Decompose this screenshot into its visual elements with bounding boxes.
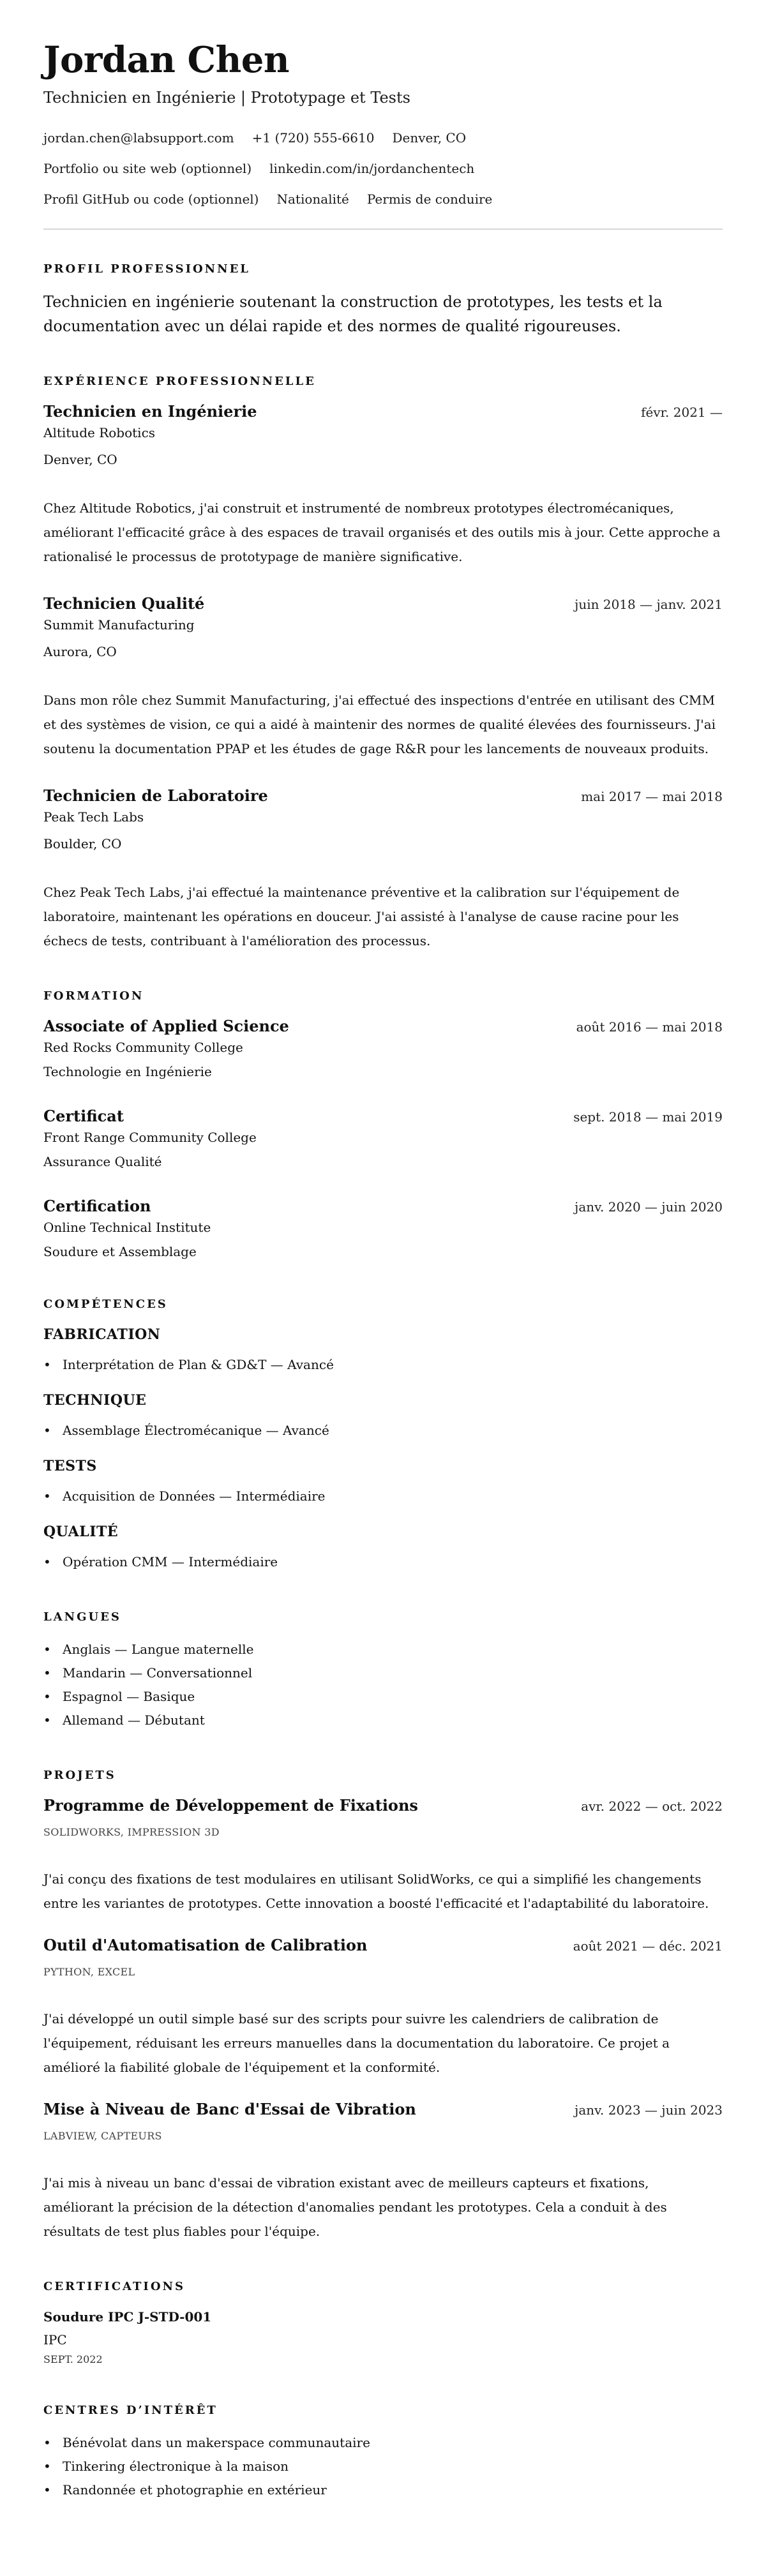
language-item: • Espagnol — Basique — [43, 1685, 723, 1709]
skill-group — [43, 1325, 723, 1377]
certification-entry — [43, 2307, 723, 2367]
section-heading: EXPÉRIENCE PROFESSIONNELLE — [43, 375, 316, 388]
summary-section — [43, 262, 723, 338]
job-dates: févr. 2021 — — [641, 405, 723, 420]
phone-number[interactable]: +1 (720) 555-6610 — [252, 130, 375, 146]
interest-item: • Tinkering électronique à la maison — [43, 2455, 723, 2478]
skill-category: QUALITÉ — [43, 1524, 119, 1540]
nationality: Nationalité — [276, 191, 349, 207]
experience-entry — [43, 786, 723, 953]
education-section — [43, 989, 723, 1261]
summary-text: Technicien en ingénierie soutenant la construction de prototypes, les tests et la documentation avec un délai rapide et des normes de qualité rigoureuses. — [43, 293, 663, 335]
interest-item: • Randonnée et photographie en extérieur — [43, 2478, 723, 2502]
skill-item: • Acquisition de Données — Intermédiaire — [43, 1485, 723, 1508]
job-title: Technicien Qualité — [43, 594, 205, 613]
project-dates: avr. 2022 — oct. 2022 — [581, 1799, 723, 1814]
field-of-study: Technologie en Ingénierie — [43, 1064, 212, 1079]
linkedin-link[interactable]: linkedin.com/in/jordanchentech — [269, 161, 475, 176]
skill-item: • Interprétation de Plan & GD&T — Avancé — [43, 1353, 723, 1377]
project-title: Outil d'Automatisation de Calibration — [43, 1936, 368, 1954]
company-name: Altitude Robotics — [43, 425, 156, 440]
location: Denver, CO — [392, 130, 467, 146]
job-description: Chez Altitude Robotics, j'ai construit et instrumenté de nombreux prototypes électromécaniques, améliorant l'efficacité grâce à des espaces de travail organisés et des outils mis à jour. Cette approche a rationalisé le processus de prototypage de manière significative. — [43, 500, 721, 564]
experience-entry — [43, 594, 723, 761]
degree-title: Associate of Applied Science — [43, 1017, 289, 1035]
job-title: Technicien de Laboratoire — [43, 786, 268, 805]
project-description: J'ai développé un outil simple basé sur des scripts pour suivre les calendriers de calibration de l'équipement, réduisant les erreurs manuelles dans la documentation du laboratoire. Ce projet a amélioré la fiabilité globale de l'équipement et la conformité. — [43, 2011, 670, 2075]
school-name: Front Range Community College — [43, 1130, 257, 1145]
project-title: Programme de Développement de Fixations — [43, 1796, 418, 1815]
company-name: Summit Manufacturing — [43, 617, 195, 633]
skill-category: FABRICATION — [43, 1326, 161, 1343]
school-name: Online Technical Institute — [43, 1220, 211, 1235]
skill-item: • Opération CMM — Intermédiaire — [43, 1550, 723, 1574]
experience-entry — [43, 402, 723, 569]
education-dates: sept. 2018 — mai 2019 — [573, 1109, 723, 1125]
project-description: J'ai conçu des fixations de test modulaires en utilisant SolidWorks, ce qui a simplifié les changements entre les variantes de prototypes. Cette innovation a boosté l'efficacité et l'adaptabilité du laboratoire. — [43, 1871, 709, 1911]
candidate-headline: Technicien en Ingénierie | Prototypage et Tests — [43, 89, 410, 107]
job-description: Dans mon rôle chez Summit Manufacturing, j'ai effectué des inspections d'entrée en utilisant des CMM et des systèmes de vision, ce qui a aidé à maintenir des normes de qualité élevées des fournisseurs. J'ai soutenu la documentation PPAP et les études de gage R&R pour les lancements de nouveaux produits. — [43, 693, 716, 756]
degree-title: Certificat — [43, 1107, 124, 1125]
section-heading: PROFIL PROFESSIONNEL — [43, 262, 250, 276]
portfolio-link[interactable]: Portfolio ou site web (optionnel) — [43, 161, 252, 176]
language-item: • Mandarin — Conversationnel — [43, 1661, 723, 1685]
job-location: Denver, CO — [43, 452, 117, 467]
drivers-license: Permis de conduire — [366, 191, 493, 207]
job-dates: mai 2017 — mai 2018 — [581, 789, 723, 804]
certifications-section — [43, 2279, 723, 2367]
contact-info — [43, 123, 723, 214]
job-location: Aurora, CO — [43, 644, 117, 659]
project-technologies: PYTHON, EXCEL — [43, 1966, 135, 1978]
project-description: J'ai mis à niveau un banc d'essai de vibration existant avec de meilleurs capteurs et fixations, améliorant la précision de la détection d'anomalies pendant les prototypes. Cela a conduit à des résultats de test plus fiables pour l'équipe. — [43, 2175, 667, 2239]
job-description: Chez Peak Tech Labs, j'ai effectué la maintenance préventive et la calibration sur l'équipement de laboratoire, maintenant les opérations en douceur. J'ai assisté à l'analyse de cause racine pour les échecs de tests, contribuant à l'amélioration des processus. — [43, 885, 680, 948]
skill-group — [43, 1456, 723, 1508]
project-dates: janv. 2023 — juin 2023 — [574, 2102, 723, 2118]
language-item: • Anglais — Langue maternelle — [43, 1638, 723, 1661]
section-heading: CENTRES D’INTÉRÊT — [43, 2404, 218, 2417]
experience-section — [43, 374, 723, 953]
projects-section — [43, 1768, 723, 2243]
company-name: Peak Tech Labs — [43, 809, 144, 825]
section-heading: LANGUES — [43, 1610, 121, 1624]
github-link[interactable]: Profil GitHub ou code (optionnel) — [43, 191, 259, 207]
skill-group — [43, 1391, 723, 1442]
resume-header — [43, 37, 723, 230]
language-item: • Allemand — Débutant — [43, 1709, 723, 1732]
section-heading: PROJETS — [43, 1769, 116, 1782]
education-entry — [43, 1017, 723, 1081]
candidate-name: Jordan Chen — [43, 39, 290, 81]
email-link[interactable]: jordan.chen@labsupport.com — [43, 130, 234, 146]
contact-row — [43, 184, 723, 214]
job-location: Boulder, CO — [43, 836, 122, 851]
job-title: Technicien en Ingénierie — [43, 402, 257, 421]
field-of-study: Soudure et Assemblage — [43, 1244, 197, 1259]
education-dates: août 2016 — mai 2018 — [576, 1019, 723, 1035]
certification-date: SEPT. 2022 — [43, 2353, 103, 2365]
certification-issuer: IPC — [43, 2332, 67, 2348]
interest-item: • Bénévolat dans un makerspace communautaire — [43, 2431, 723, 2455]
section-heading: COMPÉTENCES — [43, 1298, 168, 1311]
education-dates: janv. 2020 — juin 2020 — [574, 1199, 723, 1215]
project-technologies: LABVIEW, CAPTEURS — [43, 2130, 162, 2142]
job-dates: juin 2018 — janv. 2021 — [574, 597, 723, 612]
school-name: Red Rocks Community College — [43, 1040, 243, 1055]
skills-section — [43, 1297, 723, 1574]
skill-item: • Assemblage Électromécanique — Avancé — [43, 1419, 723, 1442]
skill-category: TECHNIQUE — [43, 1392, 147, 1409]
project-dates: août 2021 — déc. 2021 — [573, 1938, 723, 1954]
section-heading: FORMATION — [43, 989, 144, 1003]
project-technologies: SOLIDWORKS, IMPRESSION 3D — [43, 1826, 220, 1838]
field-of-study: Assurance Qualité — [43, 1154, 162, 1169]
project-entry — [43, 1936, 723, 2079]
project-title: Mise à Niveau de Banc d'Essai de Vibration — [43, 2100, 416, 2118]
contact-row — [43, 123, 723, 153]
project-entry — [43, 1796, 723, 1915]
header-divider — [43, 228, 723, 230]
education-entry — [43, 1197, 723, 1261]
certification-title: Soudure IPC J-STD-001 — [43, 2309, 212, 2325]
interests-section — [43, 2403, 723, 2502]
degree-title: Certification — [43, 1197, 151, 1215]
project-entry — [43, 2100, 723, 2243]
skill-group — [43, 1522, 723, 1574]
languages-section — [43, 1610, 723, 1732]
skill-category: TESTS — [43, 1458, 97, 1474]
contact-row — [43, 153, 723, 184]
section-heading: CERTIFICATIONS — [43, 2280, 185, 2293]
education-entry — [43, 1107, 723, 1171]
